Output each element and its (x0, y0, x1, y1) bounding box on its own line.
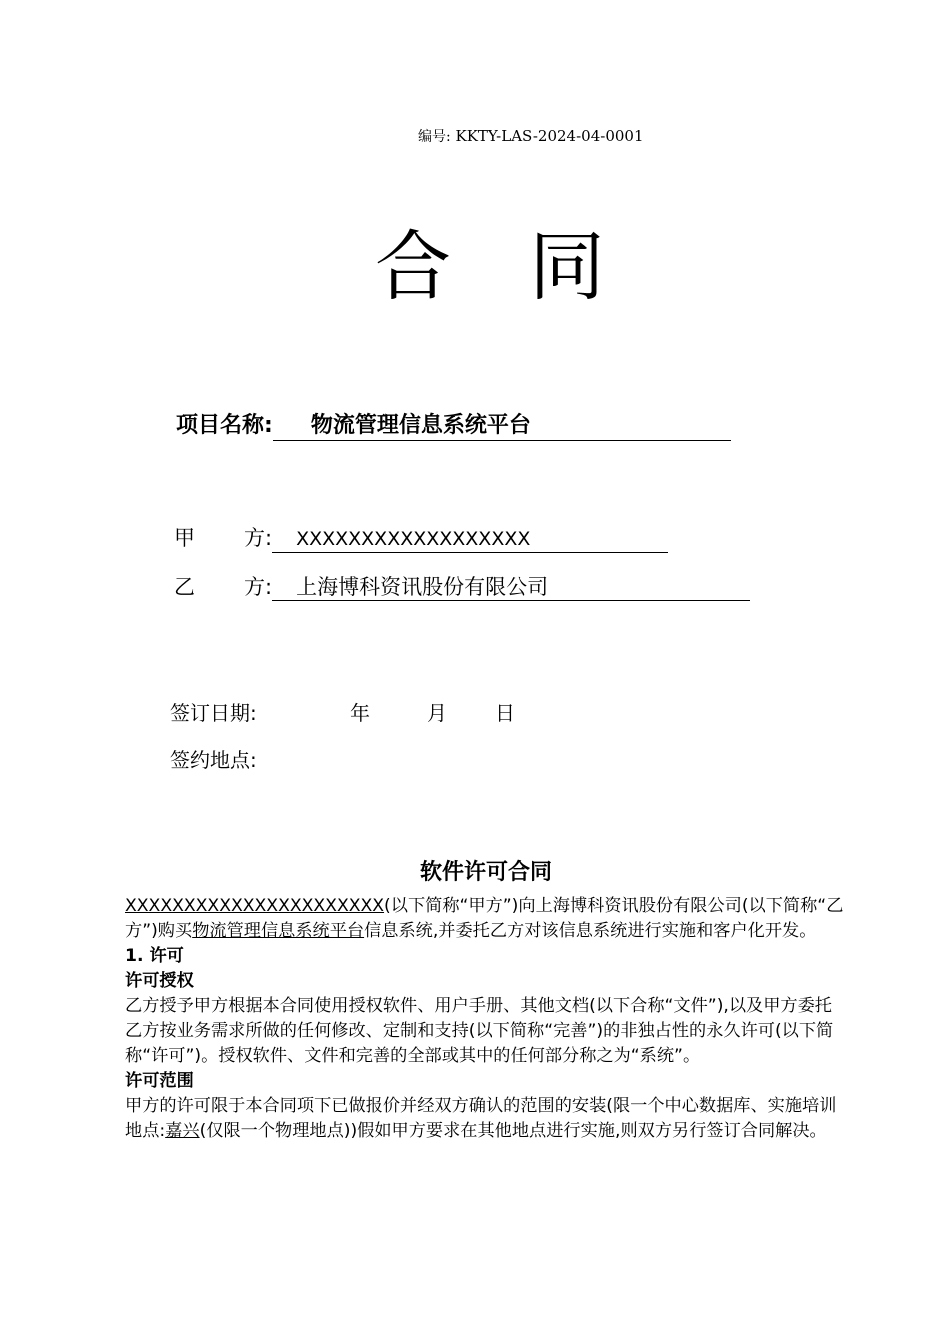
intro-party-a: XXXXXXXXXXXXXXXXXXXXXX (125, 896, 385, 916)
party-a-row (174, 522, 668, 553)
party-a-label-char: 甲 (174, 526, 195, 550)
grant-heading: 许可授权 (125, 971, 194, 991)
contract-section-title: 软件许可合同 (419, 860, 552, 885)
party-b-row (174, 571, 750, 601)
party-b-label-suffix: 方: (244, 575, 273, 599)
signing-place-label: 签约地点: (170, 748, 257, 772)
document-title-char-2: 同 (529, 222, 605, 311)
intro-text-2: 信息系统,并委托乙方对该信息系统进行实施和客户化开发。 (364, 921, 817, 941)
document-title-char-1: 合 (375, 222, 451, 311)
scope-location: 嘉兴 (165, 1121, 200, 1141)
party-a-label-suffix: 方: (244, 526, 273, 550)
project-name-row (176, 408, 731, 441)
signing-date-label: 签订日期: (170, 701, 257, 725)
party-a-value: XXXXXXXXXXXXXXXXXX (272, 526, 668, 553)
scope-text-2: (仅限一个物理地点))假如甲方要求在其他地点进行实施,则双方另行签订合同解决。 (199, 1121, 827, 1141)
intro-paragraph (125, 894, 847, 944)
contract-number-value: KKTY-LAS-2024-04-0001 (455, 127, 644, 145)
party-b-value: 上海博科资讯股份有限公司 (272, 574, 750, 601)
signing-date-year: 年 (350, 701, 370, 725)
scope-text-1: 甲方的许可限于本合同项下已做报价并经双方确认的范围的安装(限一个中心数据库、实施培训地点: (125, 1096, 837, 1141)
signing-date-month: 月 (427, 701, 447, 725)
section-1-heading: 1. 许可 (125, 946, 184, 966)
scope-heading: 许可范围 (125, 1071, 194, 1091)
scope-paragraph (125, 1094, 847, 1144)
party-b-label-char: 乙 (174, 575, 195, 599)
signing-place-row (170, 744, 257, 773)
contract-number (418, 126, 644, 146)
contract-body (125, 894, 847, 1144)
project-name-label: 项目名称: (176, 413, 273, 438)
signing-date-day: 日 (495, 701, 515, 725)
project-name-value: 物流管理信息系统平台 (273, 412, 731, 441)
intro-text-1: (以下简称“甲方”)向上海博科资讯股份有限公司(以下简称“乙方”)购买 (125, 896, 844, 941)
document-title (375, 222, 605, 312)
intro-project-name: 物流管理信息系统平台 (192, 921, 365, 941)
contract-number-label: 编号: (418, 129, 451, 145)
signing-date-row (170, 697, 515, 726)
grant-paragraph: 乙方授予甲方根据本合同使用授权软件、用户手册、其他文档(以下合称“文件”),以及甲方委托乙方按业务需求所做的任何修改、定制和支持(以下简称“完善”)的非独占性的永久许可(以下简称“许可”)。授权软件、文件和完善的全部或其中的任何部分称之为“系统”。 (125, 996, 834, 1066)
